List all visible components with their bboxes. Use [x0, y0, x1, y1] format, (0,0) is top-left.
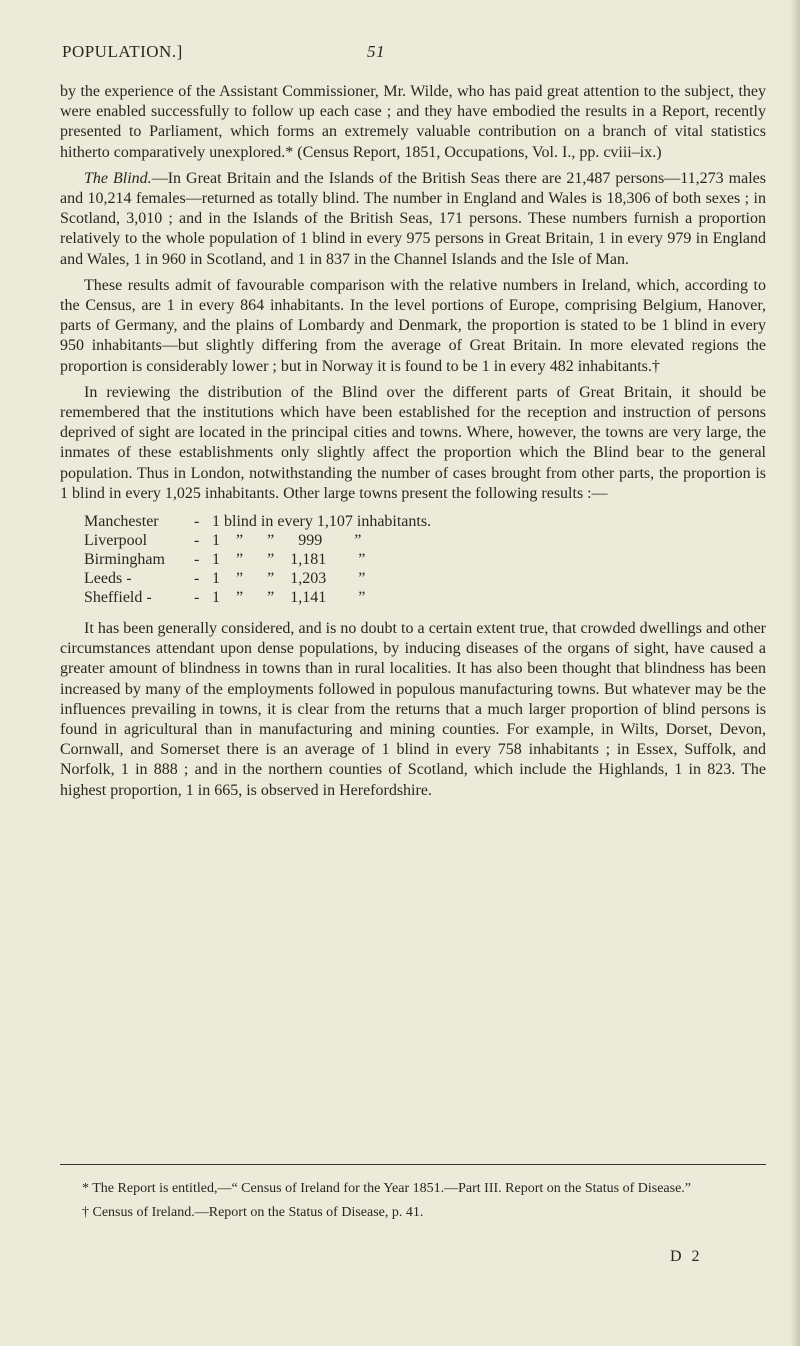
town-name: Manchester: [84, 513, 159, 531]
table-row: Birmingham - 1 ” ” 1,181 ”: [84, 550, 766, 569]
footnote: * The Report is entitled,—“ Census of Ireland for the Year 1851.—Part III. Report on the Status of Disease.”: [82, 1181, 691, 1196]
table-row: Leeds - - 1 ” ” 1,203 ”: [84, 569, 766, 588]
town-ratio: ” ” 1,141 ”: [224, 589, 366, 607]
town-name: Birmingham: [84, 551, 165, 569]
body-text: [60, 82, 766, 807]
town-ratio: ” ” 999 ”: [224, 532, 362, 550]
table-row: Liverpool - 1 ” ” 999 ”: [84, 531, 766, 550]
paragraph: It has been generally considered, and is no doubt to a certain extent true, that crowded dwellings and other circumstances attendant upon dense populations, by inducing diseases of the organs of sight, have caused a greater amount of blindness in towns than in rural localities. It has also been thought that blindness has been increased by many of the employments followed in populous manufacturing towns. But whatever may be the influences prevailing in towns, it is clear from the returns that a much larger proportion of blind persons is found in agricultural than in manufacturing and mining counties. For example, in Wilts, Dorset, Devon, Cornwall, and Somerset there is an average of 1 blind in every 758 inhabitants ; in Essex, Suffolk, and Norfolk, 1 in 888 ; and in the northern counties of Scotland, which include the Highlands, 1 in 823. The highest proportion, 1 in 665, is observed in Herefordshire.: [60, 620, 766, 799]
table-row: Sheffield - - 1 ” ” 1,141 ”: [84, 588, 766, 607]
town-name: Liverpool: [84, 532, 148, 550]
paragraph-the-blind: The Blind.—In Great Britain and the Islands of the British Seas there are 21,487 persons—11,273 males and 10,214 females—returned as totally blind. The number in England and Wales is 18,306 of both sexes ; in Scotland, 3,010 ; and in the Islands of the British Seas, 171 persons. These numbers furnish a proportion relatively to the whole population of 1 blind in every 975 persons in Great Britain, 1 in every 979 in England and Wales, 1 in 960 in Scotland, and 1 in 837 in the Channel Islands and the Isle of Man.: [60, 169, 767, 268]
page-number: 51: [367, 42, 385, 61]
paragraph: In reviewing the distribution of the Blind over the different parts of Great Britain, it should be remembered that the institutions which have been established for the reception and instruction of persons deprived of sight are located in the principal cities and towns. Where, however, the towns are very large, the inmates of these establishments only slightly affect the proportion which the Blind bear to the general population. Thus in London, notwithstanding the number of cases brought from other parts, the proportion is 1 blind in every 1,025 inhabitants. Other large towns present the following results :—: [60, 383, 766, 502]
footnote: † Census of Ireland.—Report on the Status of Disease, p. 41.: [82, 1205, 424, 1220]
towns-table: [84, 512, 766, 607]
footnotes: [60, 1180, 766, 1228]
page-edge: [790, 0, 800, 1346]
town-ratio: blind in every 1,107 inhabitants.: [224, 513, 432, 531]
town-name: Sheffield -: [84, 589, 152, 607]
town-ratio: ” ” 1,203 ”: [224, 570, 366, 588]
paragraph-lead: The Blind.: [84, 169, 152, 187]
signature-mark: D 2: [670, 1248, 703, 1265]
section-title: POPULATION.]: [62, 42, 183, 61]
paragraph: These results admit of favourable comparison with the relative numbers in Ireland, which, according to the Census, are 1 in every 864 inhabitants. In the level portions of Europe, comprising Belgium, Hanover, parts of Germany, and the plains of Lombardy and Denmark, the proportion is stated to be 1 blind in every 950 inhabitants—but slightly differing from the average of Great Britain. In more elevated regions the proportion is considerably lower ; but in Norway it is found to be 1 in every 482 inhabitants.†: [60, 276, 766, 375]
table-row: Manchester - 1 blind in every 1,107 inhabitants.: [84, 512, 766, 531]
running-head: [62, 42, 762, 72]
town-name: Leeds -: [84, 570, 132, 588]
paragraph: by the experience of the Assistant Commissioner, Mr. Wilde, who has paid great attention to the subject, they were enabled successfully to follow up each case ; and they have embodied the results in a Report, recently presented to Parliament, which forms an extremely valuable contribution on a branch of vital statistics hitherto comparatively unexplored.* (Census Report, 1851, Occupations, Vol. I., pp. cviii–ix.): [60, 83, 766, 161]
town-ratio: ” ” 1,181 ”: [224, 551, 366, 569]
footnote-divider: [60, 1164, 766, 1165]
